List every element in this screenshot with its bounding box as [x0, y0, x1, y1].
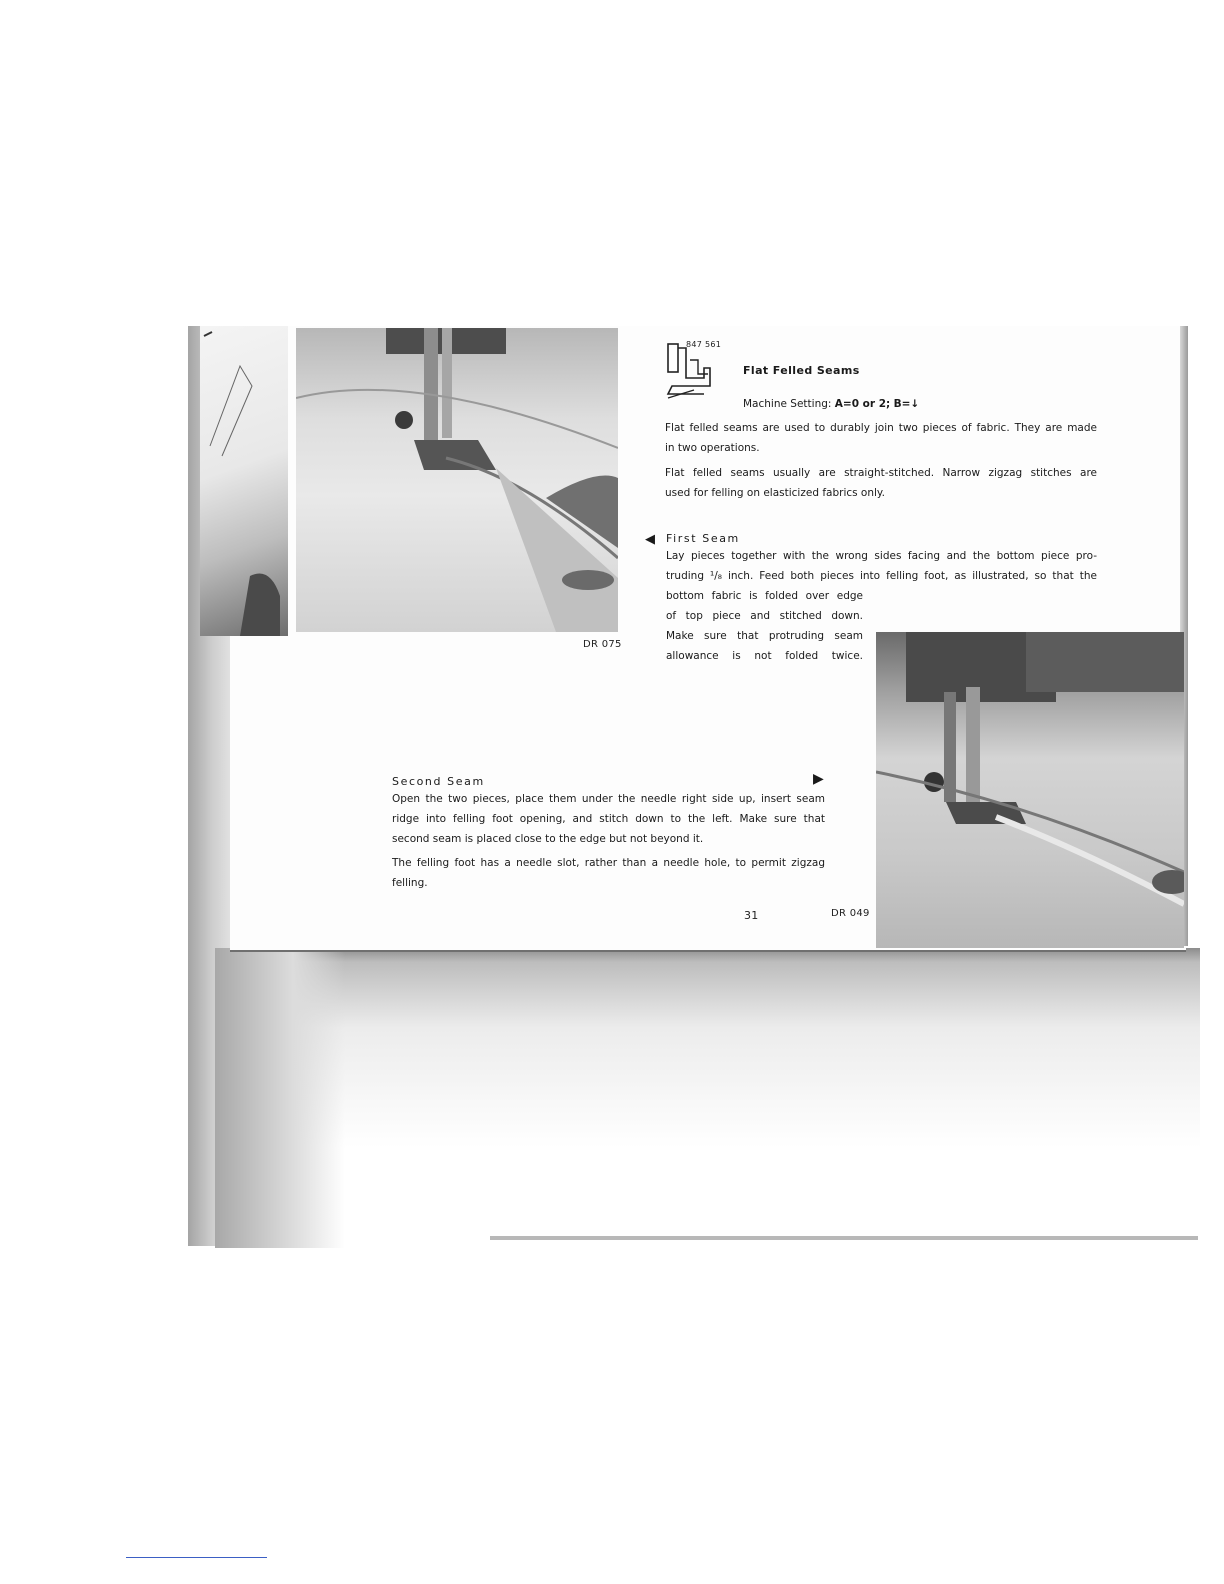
felling-foot-photo-second-seam	[876, 632, 1184, 948]
first-seam-paragraph	[666, 546, 1097, 586]
arrow-down-icon: ↓	[910, 398, 920, 410]
previous-page-photo-edge	[200, 326, 288, 636]
text-line: Make sure that protruding seam	[666, 630, 863, 642]
text-line: Lay pieces together with the wrong sides facing and the bottom piece pro-	[666, 550, 1097, 562]
second-seam-paragraph-1	[392, 789, 825, 849]
text-line: second seam is placed close to the edge but not beyond it.	[392, 833, 704, 845]
text-line: in two operations.	[665, 442, 760, 454]
second-seam-heading: Second Seam	[392, 775, 485, 788]
second-seam-paragraph-2	[392, 853, 825, 893]
triangle-left-icon: ◀	[645, 532, 655, 547]
part-number: 847 561	[686, 340, 722, 349]
text-line: Flat felled seams usually are straight-stitched. Narrow zigzag stitches are	[665, 467, 1097, 479]
footer-link-underline	[126, 1557, 267, 1558]
text-line: used for felling on elasticized fabrics only.	[665, 487, 885, 499]
intro-paragraph-2	[665, 463, 1097, 503]
text-line: truding ¹/₈ inch. Feed both pieces into felling foot, as illustrated, so that the	[666, 570, 1097, 582]
machine-setting-a: A=0 or 2;	[834, 398, 891, 410]
text-line: Flat felled seams are used to durably join two pieces of fabric. They are made	[665, 422, 1097, 434]
text-line: allowance is not folded twice.	[666, 650, 863, 662]
scan-bottom-rule	[490, 1236, 1198, 1240]
page-number: 31	[744, 909, 759, 922]
scan-bottom-shadow	[215, 948, 1200, 1248]
page-title: Flat Felled Seams	[743, 364, 860, 377]
text-line: bottom fabric is folded over edge	[666, 590, 863, 602]
figure1-label: DR 075	[583, 639, 622, 650]
text-line: The felling foot has a needle slot, rather than a needle hole, to permit zigzag	[392, 857, 825, 869]
text-line: of top piece and stitched down.	[666, 610, 863, 622]
figure2-label: DR 049	[831, 908, 870, 919]
machine-setting	[743, 394, 919, 414]
triangle-right-icon: ▶	[813, 771, 824, 787]
first-seam-heading: First Seam	[666, 532, 740, 545]
text-line: Open the two pieces, place them under the needle right side up, insert seam	[392, 793, 825, 805]
text-line: felling.	[392, 877, 428, 889]
text-line: ridge into felling foot opening, and stitch down to the left. Make sure that	[392, 813, 825, 825]
intro-paragraph-1	[665, 418, 1097, 458]
first-seam-paragraph-cont	[666, 586, 863, 666]
felling-foot-photo-first-seam	[296, 328, 618, 632]
machine-setting-label: Machine Setting:	[743, 398, 832, 410]
machine-setting-b: B=	[893, 398, 911, 410]
